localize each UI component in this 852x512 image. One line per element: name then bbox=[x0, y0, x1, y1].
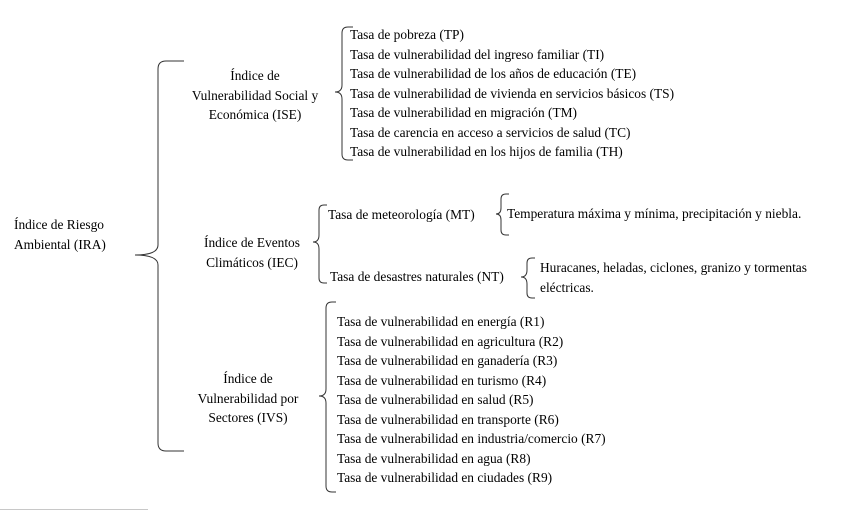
list-item: Tasa de carencia en acceso a servicios de salud (TC) bbox=[350, 124, 631, 140]
nt-detail-line2: eléctricas. bbox=[540, 279, 594, 295]
list-item: Tasa de vulnerabilidad en agricultura (R2) bbox=[337, 333, 564, 349]
ise-items bbox=[350, 25, 674, 162]
ivs-items bbox=[337, 312, 606, 488]
root-label-line1: Índice de Riesgo bbox=[14, 217, 104, 232]
ise-label-line2: Vulnerabilidad Social y bbox=[191, 87, 319, 103]
list-item: Tasa de vulnerabilidad en agua (R8) bbox=[337, 450, 531, 466]
list-item: Tasa de vulnerabilidad de los años de educación (TE) bbox=[350, 66, 637, 81]
root-label-line2: Ambiental (IRA) bbox=[14, 236, 106, 252]
list-item: Tasa de vulnerabilidad en ciudades (R9) bbox=[337, 470, 553, 485]
nt-detail bbox=[540, 258, 807, 297]
main-bracket bbox=[135, 61, 184, 451]
ivs-node bbox=[188, 369, 308, 428]
list-item: Tasa de vulnerabilidad en turismo (R4) bbox=[337, 372, 547, 388]
list-item: Tasa de pobreza (TP) bbox=[350, 27, 464, 42]
root-node bbox=[14, 215, 106, 254]
list-item: Tasa de vulnerabilidad en industria/comercio (R7) bbox=[337, 431, 606, 446]
ivs-label-line1: Índice de bbox=[223, 371, 273, 386]
mt-detail: Temperatura máxima y mínima, precipitación y niebla. bbox=[507, 206, 802, 221]
ivs-bracket bbox=[319, 302, 336, 492]
mt-label: Tasa de meteorología (MT) bbox=[328, 207, 475, 222]
iec-label-line1: Índice de Eventos bbox=[204, 235, 300, 250]
list-item: Tasa de vulnerabilidad en salud (R5) bbox=[337, 392, 534, 407]
ise-node bbox=[184, 66, 326, 125]
list-item: Tasa de vulnerabilidad del ingreso familiar (TI) bbox=[350, 46, 605, 62]
list-item: Tasa de vulnerabilidad en migración (TM) bbox=[350, 105, 577, 120]
ivs-label-line3: Sectores (IVS) bbox=[208, 410, 288, 425]
list-item: Tasa de vulnerabilidad en los hijos de familia (TH) bbox=[350, 144, 623, 159]
ise-label-line1: Índice de bbox=[230, 68, 280, 83]
list-item: Tasa de vulnerabilidad de vivienda en servicios básicos (TS) bbox=[350, 85, 675, 101]
bottom-divider bbox=[0, 509, 148, 510]
ise-label-line3: Económica (ISE) bbox=[208, 107, 302, 122]
nt-label: Tasa de desastres naturales (NT) bbox=[330, 269, 504, 284]
list-item: Tasa de vulnerabilidad en transporte (R6) bbox=[337, 411, 559, 427]
list-item: Tasa de vulnerabilidad en ganadería (R3) bbox=[337, 353, 558, 368]
nt-detail-line1: Huracanes, heladas, ciclones, granizo y tormentas bbox=[540, 260, 807, 275]
ivs-label-line2: Vulnerabilidad por bbox=[197, 390, 299, 406]
iec-node bbox=[188, 233, 316, 272]
nt-bracket bbox=[521, 258, 535, 298]
iec-label-line2: Climáticos (IEC) bbox=[206, 254, 298, 270]
list-item: Tasa de vulnerabilidad en energía (R1) bbox=[337, 314, 545, 329]
